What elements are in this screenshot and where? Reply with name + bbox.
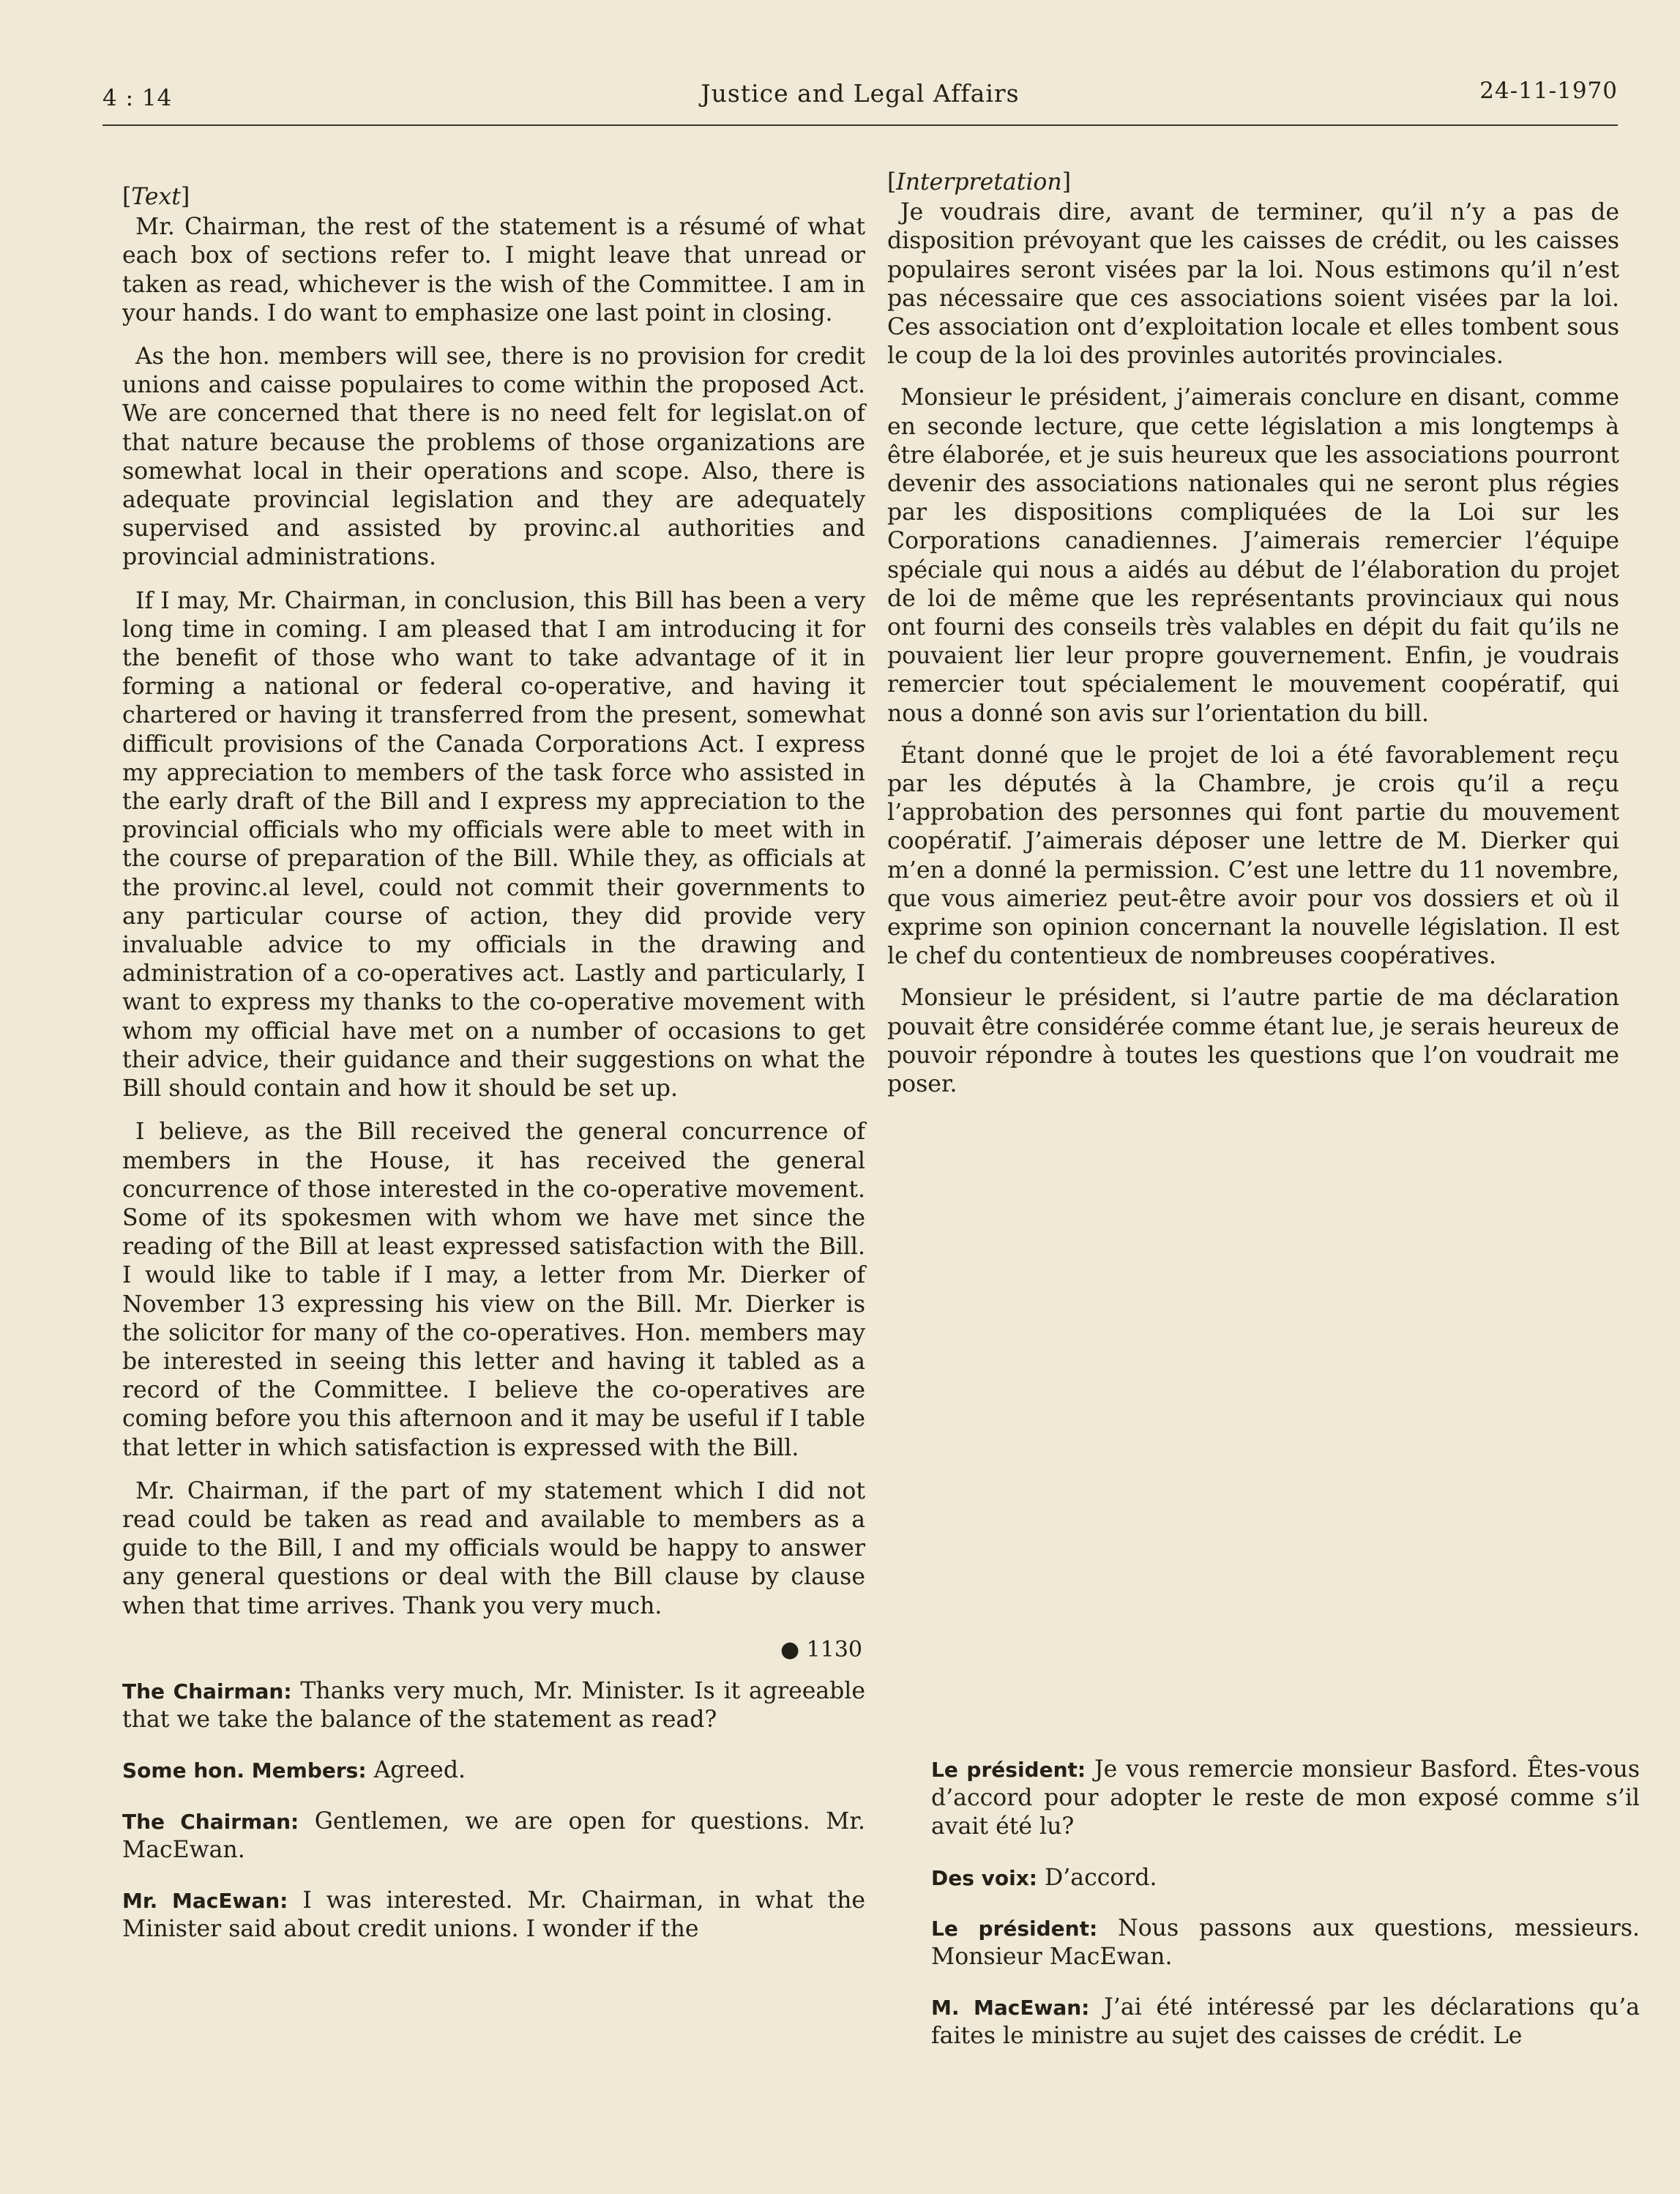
speech-entry (122, 1887, 865, 1944)
speech-entry (931, 1864, 1640, 1892)
paragraph: Mr. Chairman, the rest of the statement is a résumé of what each box of sections refer to. I might leave that unread or taken as read, whichever is the wish of the Committee. I am in your hands. I do want to emphasize one last point in closing. (122, 214, 865, 327)
speech-text: J’ai été intéressé par les déclarations qu’a faites le ministre au sujet des caisses de crédit. Le (931, 1994, 1640, 2050)
time-marker: ● 1130 (780, 1636, 862, 1663)
speech-entry (931, 1914, 1640, 1971)
speech-entry (122, 1807, 865, 1865)
speech-text: Nous passons aux questions, messieurs. Monsieur MacEwan. (931, 1914, 1640, 1971)
speech-text: Je vous remercie monsieur Basford. Êtes-vous d’accord pour adopter le reste de mon exposé comme s’il avait été lu? (931, 1756, 1640, 1840)
english-column (122, 183, 865, 1966)
speech-entry (931, 1993, 1640, 2051)
speaker-name: The Chairman: (122, 1679, 292, 1704)
speaker-name: Le président: (931, 1758, 1086, 1782)
section-label: [Interpretation] (887, 169, 1071, 195)
speech-text: Thanks very much, Mr. Minister. Is it agreeable that we take the balance of the statement as read? (122, 1677, 866, 1734)
french-speeches (931, 1755, 1640, 2073)
paragraph: Je voudrais dire, avant de terminer, qu’il n’y a pas de disposition prévoyant que les caisses de crédit, ou les caisses populaires seront visées par la loi. Nous estimons qu’il n’est pas nécessaire que ces associations soient visées par la loi. Ces association ont d’exploitation locale et elles tombent sous le coup de la loi des provinles autorités provinciales. (887, 199, 1619, 370)
paragraph: If I may, Mr. Chairman, in conclusion, this Bill has been a very long time in coming. I am pleased that I am introducing it for the benefit of those who want to take advantage of it in forming a national or federal co-operative, and having it chartered or having it transferred from the present, somewhat difficult provisions of the Canada Corporations Act. I express my appreciation to members of the task force who assisted in the early draft of the Bill and I express my appreciation to the provincial officials who my officials were able to meet with in the course of preparation of the Bill. While they, as officials at the provinc.al level, could not commit their governments to any particular course of action, they did provide very invaluable advice to my officials in the drawing and administration of a co-operatives act. Lastly and particularly, I want to express my thanks to the co-operative movement with whom my official have met on a number of occasions to get their advice, their guidance and their suggestions on what the Bill should contain and how it should be set up. (122, 587, 865, 1102)
page-number: 4 : 14 (102, 85, 173, 111)
paragraph: Monsieur le président, si l’autre partie de ma déclaration pouvait être considérée comme étant lue, je serais heureux de pouvoir répondre à toutes les questions que l’on voudrait me poser. (887, 985, 1619, 1098)
speaker-name: Des voix: (931, 1865, 1037, 1890)
speech-entry (122, 1677, 865, 1734)
paragraph: I believe, as the Bill received the general concurrence of members in the House, it has received the general concurrence of those interested in the co-operative movement. Some of its spokesmen with whom we have met since the reading of the Bill at least expressed satisfaction with the Bill. I would like to table if I may, a letter from Mr. Dierker of November 13 expressing his view on the Bill. Mr. Dierker is the solicitor for many of the co-operatives. Hon. members may be interested in seeing this letter and having it tabled as a record of the Committee. I believe the co-operatives are coming before you this afternoon and it may be useful if I table that letter in which satisfaction is expressed with the Bill. (122, 1119, 865, 1461)
speech-text: D’accord. (1045, 1864, 1157, 1891)
page-header (102, 76, 1618, 120)
paragraph: As the hon. members will see, there is no provision for credit unions and caisse populaires to come within the proposed Act. We are concerned that there is no need felt for legislat.on of that nature because the problems of those organizations are somewhat local in their operations and scope. Also, there is adequate provincial legislation and they are adequately supervised and assisted by provinc.al authorities and provincial administrations. (122, 343, 865, 571)
speaker-name: M. MacEwan: (931, 1996, 1090, 2021)
speech-text: I was interested. Mr. Chairman, in what the Minister said about credit unions. I wonder if the (122, 1887, 866, 1943)
paragraph: Mr. Chairman, if the part of my statement which I did not read could be taken as read and available to members as a guide to the Bill, I and my officials would be happy to answer any general questions or deal with the Bill clause by clause when that time arrives. Thank you very much. (122, 1477, 865, 1619)
speech-entry (122, 1756, 865, 1785)
section-label: [Text] (122, 184, 190, 210)
header-date: 24-11-1970 (1479, 78, 1618, 104)
speaker-name: The Chairman: (122, 1809, 299, 1834)
paragraph: Étant donné que le projet de loi a été favorablement reçu par les députés à la Chambre, je crois qu’il a reçu l’approbation des personnes qui font partie du mouvement coopératif. J’aimerais déposer une lettre de M. Dierker qui m’en a donné la permission. C’est une lettre du 11 novembre, que vous aimeriez peut-être avoir pour vos dossiers et où il exprime son opinion concernant la nouvelle législation. Il est le chef du contentieux de nombreuses coopératives. (887, 742, 1619, 970)
speaker-name: Mr. MacEwan: (122, 1888, 288, 1913)
speech-text: Agreed. (373, 1757, 466, 1784)
french-column (887, 168, 1619, 1112)
speech-entry (931, 1755, 1640, 1842)
paragraph: Monsieur le président, j’aimerais conclure en disant, comme en seconde lecture, que cette législation a mis longtemps à être élaborée, et je suis heureux que les associations pourront devenir des associations nationales qui ne seront plus régies par les dispositions compliquées de la Loi sur les Corporations canadiennes. J’aimerais remercier l’équipe spéciale qui nous a aidés au début de l’élaboration du projet de loi de même que les représentants provinciaux qui nous ont fourni des conseils très valables en dépit du fait qu’ils ne pouvaient lier leur propre gouvernement. Enfin, je voudrais remercier tout spécialement le mouvement coopératif, qui nous a donné son avis sur l’orientation du bill. (887, 384, 1619, 727)
speaker-name: Le président: (931, 1916, 1098, 1941)
speaker-name: Some hon. Members: (122, 1758, 367, 1783)
header-rule (102, 124, 1618, 126)
speech-text: Gentlemen, we are open for questions. Mr. MacEwan. (122, 1807, 865, 1863)
running-title: Justice and Legal Affairs (701, 79, 1020, 108)
